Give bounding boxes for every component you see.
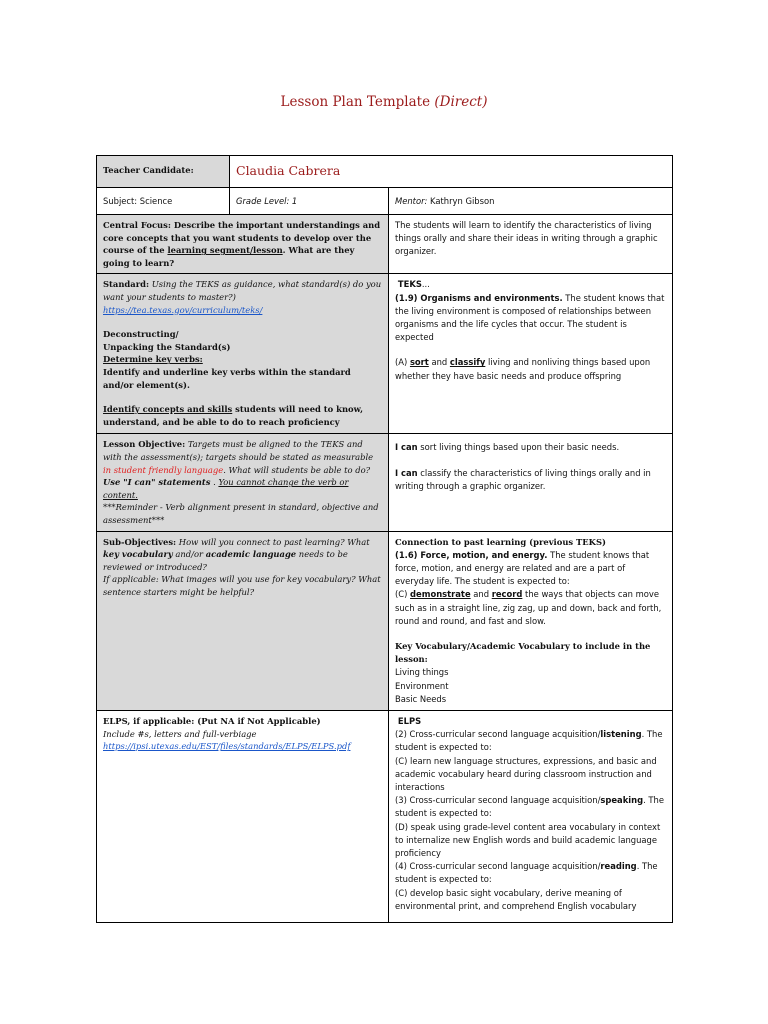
mentor-label: Mentor:	[395, 196, 428, 206]
vocab-item: Environment	[395, 680, 449, 691]
subobj-value: Connection to past learning (previous TEKS) (1.6) Force, motion, and energy. The student knows that force, motion, and energy are related and are a part of everyday life. The student is expected to: (C) demonstrate and record the ways that objects can move such as in a straight line, zig zag, up and down, back and forth, round and round, and fast and slow. Key Vocabulary/Academic Vocabulary to include in the lesson: Living things Environment Basic Needs	[389, 531, 673, 710]
row-central-focus	[97, 215, 673, 274]
page-title	[0, 94, 768, 110]
central-focus-prompt: Central Focus: Describe the important understandings and core concepts that you want students to develop over the course of the learning segment/lesson. What are they going to learn?	[97, 215, 389, 274]
mentor-cell	[389, 188, 673, 215]
grade-label: Grade Level: 1	[236, 196, 298, 206]
teacher-name-cell	[230, 156, 673, 188]
subject-label: Subject: Science	[103, 196, 173, 206]
subject-cell	[97, 188, 230, 215]
row-standard	[97, 274, 673, 434]
teacher-label: Teacher Candidate:	[103, 165, 194, 175]
standard-value: TEKS... (1.9) Organisms and environments. The student knows that the living environment is composed of relationships between organisms and the life cycles that occur. The student is expected (A) sort and classify living and nonliving things based upon whether they have basic needs and produce offspring	[389, 274, 673, 434]
title-main: Lesson Plan Template	[280, 94, 431, 110]
standard-label: Standard:	[103, 279, 150, 290]
central-focus-label: Central Focus:	[103, 220, 171, 230]
subobj-label: Sub-Objectives:	[103, 536, 177, 547]
row-subobjectives	[97, 531, 673, 710]
title-sub: (Direct)	[434, 94, 488, 110]
teacher-name: Claudia Cabrera	[236, 163, 341, 178]
objective-value: I can sort living things based upon their basic needs. I can classify the characteristics of living things orally and in writing through a graphic organizer.	[389, 434, 673, 531]
elps-label: ELPS, if applicable:	[103, 715, 195, 726]
mentor-name: Kathryn Gibson	[430, 196, 495, 206]
row-teacher	[97, 156, 673, 188]
elps-prompt: ELPS, if applicable: (Put NA if Not Applicable) Include #s, letters and full-verbiage https://ipsi.utexas.edu/EST/files/standards/ELPS/ELPS.pdf	[97, 710, 389, 922]
vocab-item: Basic Needs	[395, 693, 447, 704]
central-focus-value: The students will learn to identify the characteristics of living things orally and share their ideas in writing through a graphic organizer.	[389, 215, 673, 274]
elps-link[interactable]: https://ipsi.utexas.edu/EST/files/standards/ELPS/ELPS.pdf	[103, 741, 351, 752]
row-subject	[97, 188, 673, 215]
subobj-prompt: Sub-Objectives: How will you connect to past learning? What key vocabulary and/or academic language needs to be reviewed or introduced? If applicable: What images will you use for key vocabulary? What sentence starters might be helpful?	[97, 531, 389, 710]
vocab-item: Living things	[395, 667, 449, 678]
elps-value: ELPS (2) Cross-curricular second language acquisition/listening. The student is expected to: (C) learn new language structures, expressions, and basic and academic vocabulary heard during classroom instruction and interactions (3) Cross-curricular second language acquisition/speaking. The student is expected to: (D) speak using grade-level content area vocabulary in context to internalize new English words and build academic language proficiency (4) Cross-curricular second language acquisition/reading. The student is expected to: (C) develop basic sight vocabulary, derive meaning of environmental print, and comprehend English vocabulary	[389, 710, 673, 922]
objective-label: Lesson Objective:	[103, 439, 186, 450]
standard-prompt: Standard: Using the TEKS as guidance, what standard(s) do you want your students to master?) https://tea.texas.gov/curriculum/teks/ Deconstructing/ Unpacking the Standard(s) Determine key verbs: Identify and underline key verbs within the standard and/or element(s). Identify concepts and skills students will need to know, understand, and be able to do to reach proficiency	[97, 274, 389, 434]
row-elps	[97, 710, 673, 922]
objective-prompt: Lesson Objective: Targets must be aligned to the TEKS and with the assessment(s); targets should be stated as measurable in student friendly language. What will students be able to do? Use "I can" statements . You cannot change the verb or content. ***Reminder - Verb alignment present in standard, objective and assessment***	[97, 434, 389, 531]
teks-link[interactable]: https://tea.texas.gov/curriculum/teks/	[103, 304, 263, 315]
teacher-label-cell	[97, 156, 230, 188]
grade-cell	[230, 188, 389, 215]
row-objective	[97, 434, 673, 531]
lesson-plan-table	[96, 155, 673, 923]
